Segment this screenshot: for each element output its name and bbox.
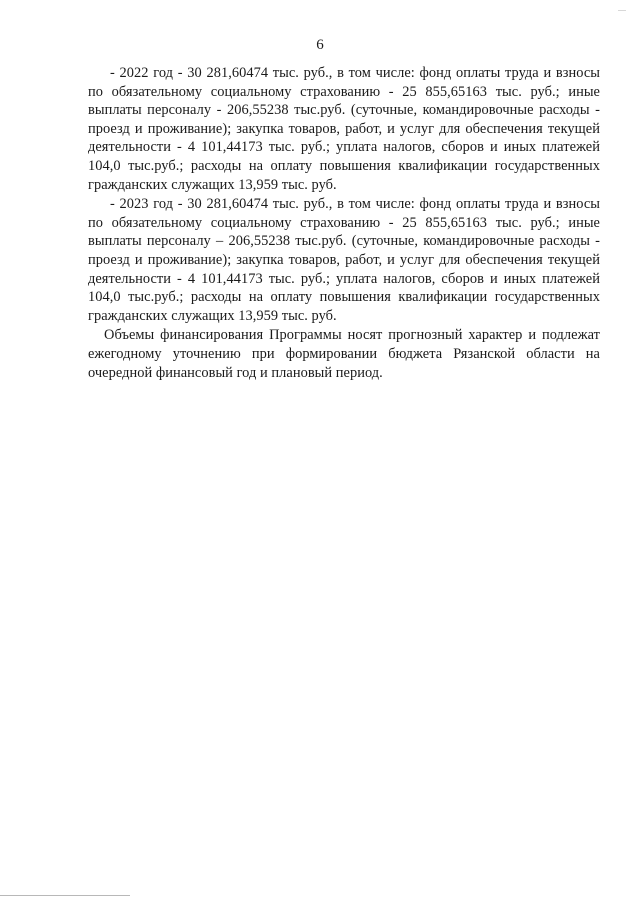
paragraph-financing-note: Объемы финансирования Программы носят прогнозный характер и подлежат ежегодному уточнению при формировании бюджета Рязанской области на очередной финансовый год и плановый период. (88, 327, 600, 381)
paragraph-2022-financing: - 2022 год - 30 281,60474 тыс. руб., в том числе: фонд оплаты труда и взносы по обязательному социальному страхованию - 25 855,65163 тыс. руб.; иные выплаты персоналу - 206,55238 тыс.руб. (суточные, командировочные расходы - проезд и проживание); закупка товаров, работ, и услуг для обеспечения текущей деятельности - 4 101,44173 тыс. руб.; уплата налогов, сборов и иных платежей 104,0 тыс.руб.; расходы на оплату повышения квалификации государственных гражданских служащих 13,959 тыс. руб. (88, 65, 600, 193)
scan-corner-mark (618, 10, 626, 19)
page-number: 6 (316, 37, 324, 53)
paragraph-2023-financing: - 2023 год - 30 281,60474 тыс. руб., в том числе: фонд оплаты труда и взносы по обязательному социальному страхованию - 25 855,65163 тыс. руб.; иные выплаты персоналу – 206,55238 тыс.руб. (суточные, командировочные расходы - проезд и проживание); закупка товаров, работ, и услуг для обеспечения текущей деятельности - 4 101,44173 тыс. руб.; уплата налогов, сборов и иных платежей 104,0 тыс.руб.; расходы на оплату повышения квалификации государственных гражданских служащих 13,959 тыс. руб. (88, 196, 600, 324)
document-body (88, 64, 600, 382)
footer-divider (0, 895, 130, 896)
